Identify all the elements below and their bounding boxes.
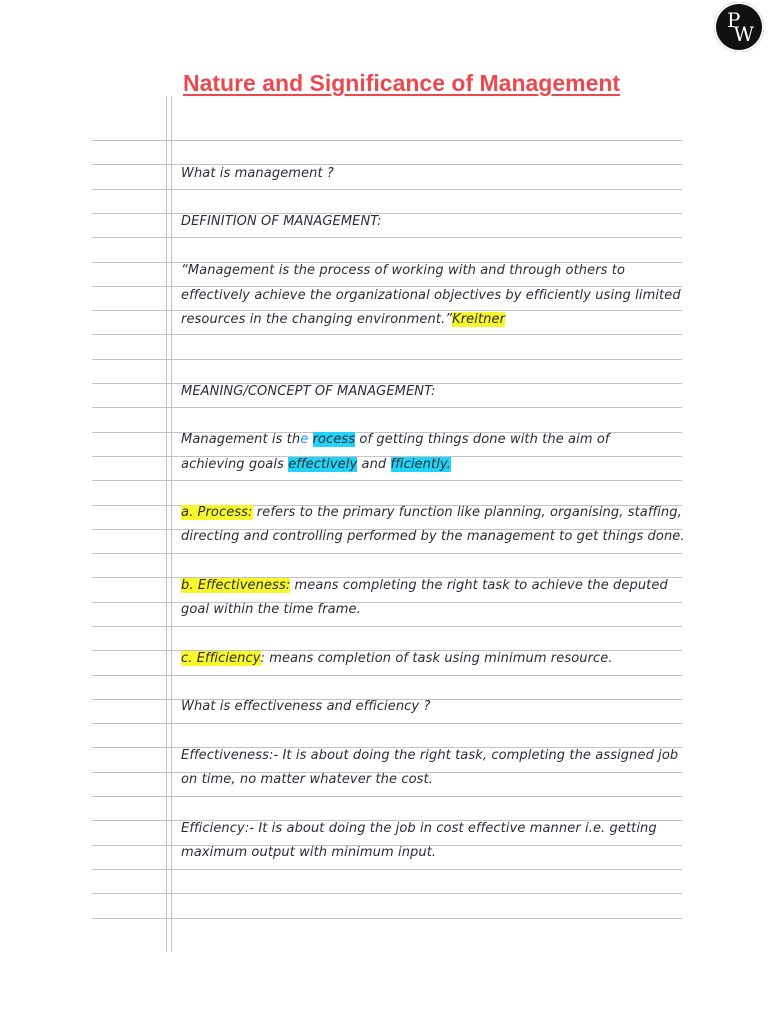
ruled-line [92,626,682,627]
logo-letter-w: W [733,22,752,46]
margin-line [166,96,167,952]
ruled-line [92,480,682,481]
ruled-line [92,310,682,311]
effectiveness-line-1: Effectiveness:- It is about doing the right task, completing the assigned job [181,748,679,763]
definition-line-1: “Management is the process of working with and through others to [181,263,626,278]
ruled-line [92,893,682,894]
definition-author: Kreitner [452,312,506,327]
meaning-text: achieving goals [181,457,289,472]
ruled-line [92,869,682,870]
point-b-line-2: goal within the time frame. [181,602,361,617]
efficiency-line-2: maximum output with minimum input. [181,845,437,860]
definition-line-3 [181,312,505,327]
highlight-efficiently: fficiently. [390,457,451,472]
point-c-line-1 [181,651,613,666]
definition-text: resources in the changing environment.” [181,312,453,327]
efficiency-line-1: Efficiency:- It is about doing the job in cost effective manner i.e. getting [181,821,657,836]
ruled-line [92,164,682,165]
meaning-line-2 [181,457,451,472]
ruled-line [92,796,682,797]
label-effectiveness: b. Effectiveness: [181,578,291,593]
meaning-text: and [357,457,391,472]
point-text: means completing the right task to achieve the deputed [290,578,668,593]
point-text: refers to the primary function like planning, organising, staffing, [252,505,682,520]
meaning-text: of getting things done with the aim of [355,432,610,447]
highlight-process: rocess [312,432,356,447]
point-a-line-1 [181,505,682,520]
ruled-line [92,723,682,724]
ruled-line [92,237,682,238]
point-b-line-1 [181,578,668,593]
meaning-line-1 [181,432,610,447]
meaning-text: Management is th [181,432,301,447]
point-a-line-2: directing and controlling performed by the management to get things done. [181,529,685,544]
ruled-line [92,675,682,676]
meaning-text: e [300,432,313,447]
question-what-is-management: What is management ? [181,166,334,181]
question-effectiveness-efficiency: What is effectiveness and efficiency ? [181,699,431,714]
meaning-heading: MEANING/CONCEPT OF MANAGEMENT: [181,384,436,399]
ruled-line [92,359,682,360]
ruled-line [92,189,682,190]
label-efficiency: c. Efficiency [181,651,261,666]
ruled-line [92,918,682,919]
logo-letter-p: P [726,8,738,32]
ruled-line [92,334,682,335]
pw-logo-icon [714,2,764,52]
highlight-effectively: effectively [288,457,358,472]
definition-heading: DEFINITION OF MANAGEMENT: [181,214,382,229]
label-process: a. Process: [181,505,253,520]
ruled-line [92,286,682,287]
ruled-line [92,407,682,408]
margin-line [171,96,172,952]
ruled-line [92,553,682,554]
page-title: Nature and Significance of Management [183,70,621,96]
effectiveness-line-2: on time, no matter whatever the cost. [181,772,433,787]
ruled-line [92,140,682,141]
definition-line-2: effectively achieve the organizational objectives by efficiently using limited [181,288,681,303]
point-text: : means completion of task using minimum resource. [260,651,613,666]
